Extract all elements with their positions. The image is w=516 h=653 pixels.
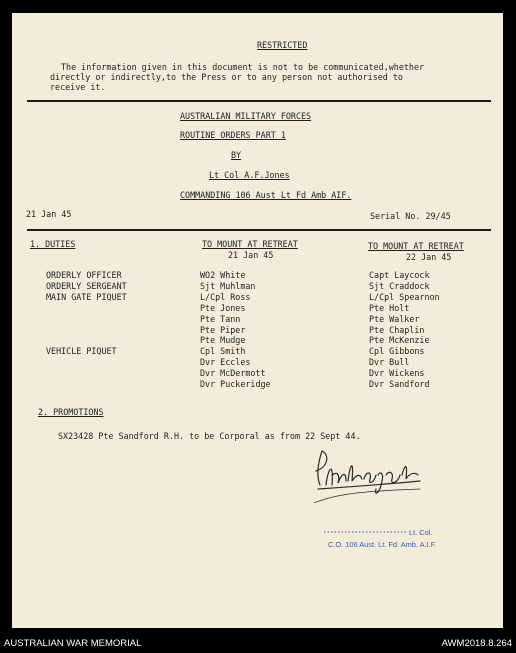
org-title: AUSTRALIAN MILITARY FORCES [180,111,312,121]
issuing-officer: Lt Col A.F.Jones [209,170,290,180]
duty-assignee-second: Dvr Sandford [369,379,430,389]
duty-assignee-second: Pte Holt [369,302,410,313]
notice-line-1: The information given in this document is not to be communicated,whether [61,62,425,72]
footer-reference: AWM2018.8.264 [441,638,512,649]
duty-assignee-second: Pte McKenzie [369,335,430,346]
duty-assignee-first: Pte Jones [200,302,246,313]
duty-label: ORDERLY SERGEANT [46,280,127,291]
duty-assignee-first: Dvr Eccles [200,357,251,368]
duty-assignee-first: WO2 White [200,270,246,280]
next-column-date: 22 Jan 45 [406,252,452,262]
duty-assignee-second: Pte Chaplin [369,324,425,335]
footer-institution: AUSTRALIAN WAR MEMORIAL [4,638,142,649]
duty-assignee-first: Pte Piper [200,324,246,335]
notice-line-2: directly or indirectly,to the Press or to any person not authorised to [50,72,403,82]
duty-assignee-first: L/Cpl Ross [200,291,251,302]
command-line: COMMANDING 106 Aust Lt Fd Amb AIF. [180,190,352,200]
duty-label: MAIN GATE PIQUET [46,291,127,302]
header-rule [27,100,491,102]
document-page [12,13,503,628]
duty-assignee-second: Cpl Gibbons [369,346,425,357]
duty-assignee-first: Dvr Puckeridge [200,379,271,389]
order-date: 21 Jan 45 [26,209,72,219]
duty-assignee-second: Pte Walker [369,313,420,324]
retreat-column-date: 21 Jan 45 [228,250,274,260]
duty-assignee-first: Dvr McDermott [200,368,266,379]
duty-assignee-first: Cpl Smith [200,346,246,357]
duty-assignee-first: Pte Tann [200,313,241,324]
duty-assignee-first: Pte Mudge [200,335,246,346]
retreat-column-heading: TO MOUNT AT RETREAT [202,239,298,249]
notice-line-3: receive it. [50,82,106,92]
duty-label: VEHICLE PIQUET [46,346,117,357]
duties-heading: 1. DUTIES [30,239,76,249]
duty-assignee-second: Dvr Wickens [369,368,425,379]
duty-assignee-second: Sjt Craddock [369,280,430,291]
stamp-dotted-line [324,530,454,534]
duty-label: ORDERLY OFFICER [46,270,122,280]
stamp-unit: C.O. 106 Aust. Lt. Fd. Amb. A.I.F. [328,540,437,549]
doc-title: ROUTINE ORDERS PART 1 [180,130,286,140]
next-column-heading: TO MOUNT AT RETREAT [368,241,464,251]
duty-assignee-first: Sjt Muhlman [200,280,256,291]
signature [308,445,428,503]
section-rule [27,229,491,231]
by-label: BY [231,150,242,160]
promotion-entry: SX23428 Pte Sandford R.H. to be Corporal as from 22 Sept 44. [58,431,361,441]
duty-assignee-second: Capt Laycock [369,270,430,280]
stamp-rank: Lt. Col. [409,528,433,537]
footer-bar [0,634,516,653]
duty-assignee-second: L/Cpl Spearnon [369,291,440,302]
classification-label: RESTRICTED [257,40,308,50]
duty-assignee-second: Dvr Bull [369,357,410,368]
serial-number: Serial No. 29/45 [370,211,451,221]
promotions-heading: 2. PROMOTIONS [38,407,104,417]
